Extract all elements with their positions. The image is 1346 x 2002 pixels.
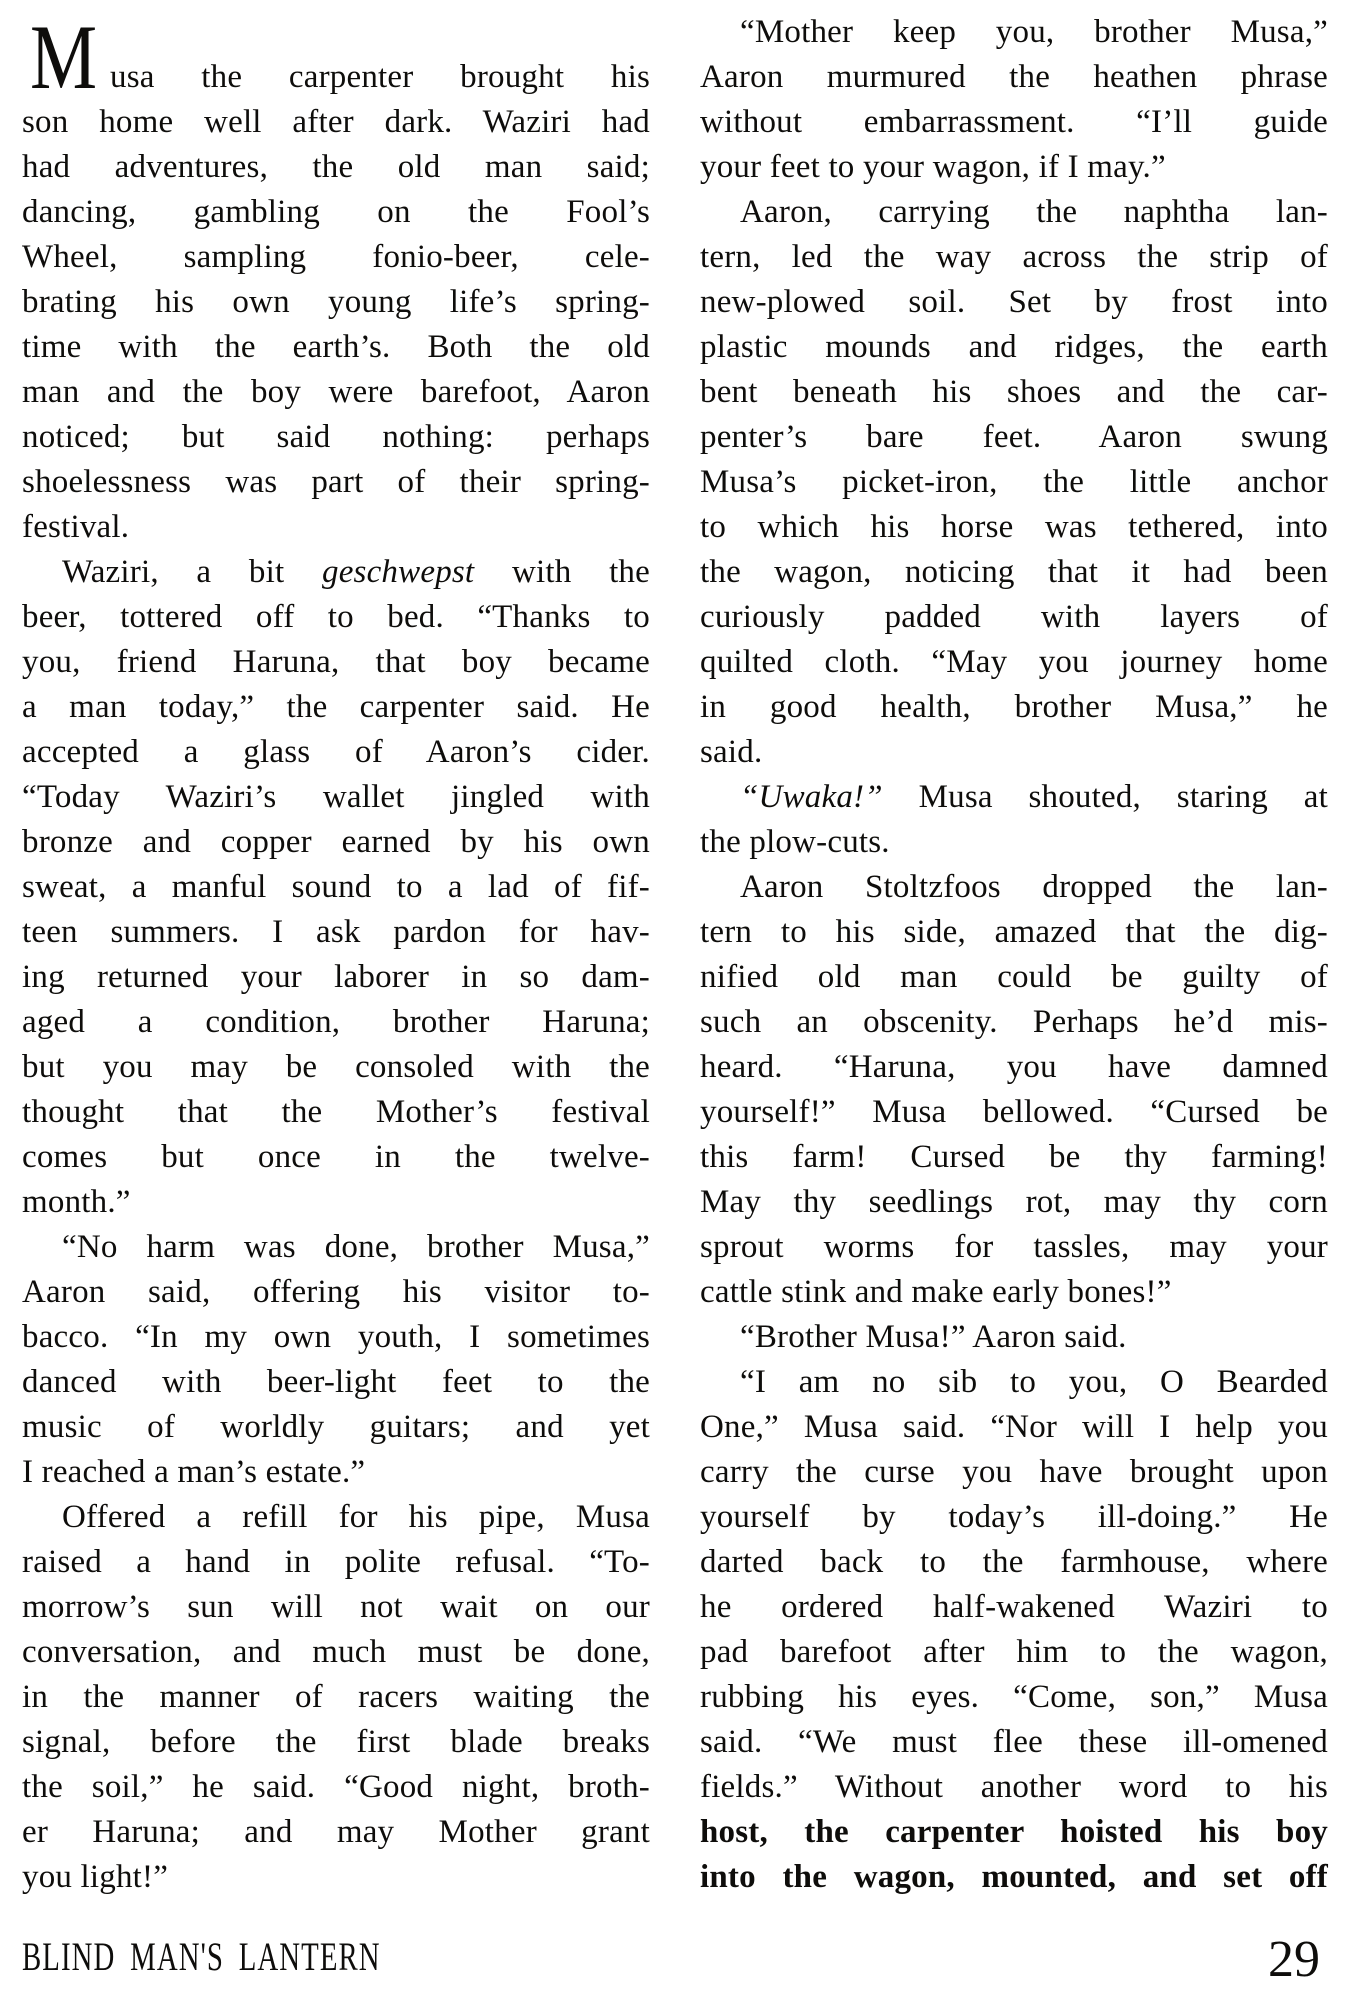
text-line: accepted a glass of Aaron’s cider.	[22, 734, 650, 770]
text-line: conversation, and much must be done,	[22, 1634, 650, 1670]
text-line: yourself by today’s ill-doing.” He	[700, 1499, 1328, 1535]
text-line: “Mother keep you, brother Musa,”	[740, 14, 1328, 50]
text-line: M usa the carpenter brought his	[30, 6, 650, 108]
text-line: curiously padded with layers of	[700, 599, 1328, 635]
text-line: time with the earth’s. Both the old	[22, 329, 650, 365]
text-line: this farm! Cursed be thy farming!	[700, 1139, 1328, 1175]
text-line: “No harm was done, brother Musa,”	[62, 1229, 650, 1265]
text-line: plastic mounds and ridges, the earth	[700, 329, 1328, 365]
text-line: a man today,” the carpenter said. He	[22, 689, 650, 725]
text-line: comes but once in the twelve-	[22, 1139, 650, 1175]
text-line: May thy seedlings rot, may thy corn	[700, 1184, 1328, 1220]
text-line: in good health, brother Musa,” he	[700, 689, 1328, 725]
text-line: music of worldly guitars; and yet	[22, 1409, 650, 1445]
text-line: Aaron, carrying the naphtha lan-	[740, 194, 1328, 230]
text-line: son home well after dark. Waziri had	[22, 104, 650, 140]
text-line: rubbing his eyes. “Come, son,” Musa	[700, 1679, 1328, 1715]
text-line: shoelessness was part of their spring-	[22, 464, 650, 500]
text-line: Offered a refill for his pipe, Musa	[62, 1499, 650, 1535]
text-line: Musa’s picket-iron, the little anchor	[700, 464, 1328, 500]
text-line: Aaron Stoltzfoos dropped the lan-	[740, 869, 1328, 905]
text-line: noticed; but said nothing: perhaps	[22, 419, 650, 455]
text-line: heard. “Haruna, you have damned	[700, 1049, 1328, 1085]
text-line: sweat, a manful sound to a lad of fif-	[22, 869, 650, 905]
text-line: Aaron murmured the heathen phrase	[700, 59, 1328, 95]
text-line: in the manner of racers waiting the	[22, 1679, 650, 1715]
text-line: beer, tottered off to bed. “Thanks to	[22, 599, 650, 635]
text-line: month.”	[22, 1184, 131, 1220]
text-line: bronze and copper earned by his own	[22, 824, 650, 860]
text-line: to which his horse was tethered, into	[700, 509, 1328, 545]
text-line: tern to his side, amazed that the dig-	[700, 914, 1328, 950]
text-line: raised a hand in polite refusal. “To-	[22, 1544, 650, 1580]
text-line: signal, before the first blade breaks	[22, 1724, 650, 1760]
text-line: danced with beer-light feet to the	[22, 1364, 650, 1400]
text-line: the wagon, noticing that it had been	[700, 554, 1328, 590]
text-line: Wheel, sampling fonio-beer, cele-	[22, 239, 650, 275]
left-column	[22, 6, 650, 1900]
text-line: nified old man could be guilty of	[700, 959, 1328, 995]
text-line: the plow-cuts.	[700, 824, 890, 860]
text-line: thought that the Mother’s festival	[22, 1094, 650, 1130]
text-line: said. “We must flee these ill-omened	[700, 1724, 1328, 1760]
text-line: penter’s bare feet. Aaron swung	[700, 419, 1328, 455]
text-line: I reached a man’s estate.”	[22, 1454, 366, 1490]
text-line: bent beneath his shoes and the car-	[700, 374, 1328, 410]
text-line: aged a condition, brother Haruna;	[22, 1004, 650, 1040]
text-line: dancing, gambling on the Fool’s	[22, 194, 650, 230]
drop-cap: M	[30, 6, 98, 108]
text-line: Waziri, a bit geschwepst with the	[62, 554, 650, 590]
text-line: but you may be consoled with the	[22, 1049, 650, 1085]
text-line: Aaron said, offering his visitor to-	[22, 1274, 650, 1310]
text-line: he ordered half-wakened Waziri to	[700, 1589, 1328, 1625]
text-line: said.	[700, 734, 763, 770]
text-line: yourself!” Musa bellowed. “Cursed be	[700, 1094, 1328, 1130]
text-line: pad barefoot after him to the wagon,	[700, 1634, 1328, 1670]
text-line: man and the boy were barefoot, Aaron	[22, 374, 650, 410]
text-line: carry the curse you have brought upon	[700, 1454, 1328, 1490]
text-line: cattle stink and make early bones!”	[700, 1274, 1172, 1310]
text-line: darted back to the farmhouse, where	[700, 1544, 1328, 1580]
right-column	[700, 10, 1328, 1900]
text-line: the soil,” he said. “Good night, broth-	[22, 1769, 650, 1805]
text-line: you light!”	[22, 1859, 169, 1895]
page-number: 29	[1268, 1931, 1320, 1988]
running-title: BLIND MAN'S LANTERN	[22, 1934, 381, 1979]
text-line: “Today Waziri’s wallet jingled with	[22, 779, 650, 815]
text-line: “Brother Musa!” Aaron said.	[740, 1319, 1127, 1355]
text-line: such an obscenity. Perhaps he’d mis-	[700, 1004, 1328, 1040]
text-line: host, the carpenter hoisted his boy	[700, 1814, 1328, 1850]
text-line: new-plowed soil. Set by frost into	[700, 284, 1328, 320]
text-line: “I am no sib to you, O Bearded	[740, 1364, 1328, 1400]
text-line: er Haruna; and may Mother grant	[22, 1814, 650, 1850]
text-line: without embarrassment. “I’ll guide	[700, 104, 1328, 140]
text-line: “Uwaka!” Musa shouted, staring at	[740, 779, 1328, 815]
text-line: ing returned your laborer in so dam-	[22, 959, 650, 995]
text-line: morrow’s sun will not wait on our	[22, 1589, 650, 1625]
text-line: One,” Musa said. “Nor will I help you	[700, 1409, 1328, 1445]
text-line: your feet to your wagon, if I may.”	[700, 149, 1166, 185]
text-line: teen summers. I ask pardon for hav-	[22, 914, 650, 950]
text-line: festival.	[22, 509, 130, 545]
text-line: tern, led the way across the strip of	[700, 239, 1328, 275]
text-line: had adventures, the old man said;	[22, 149, 650, 185]
text-line: quilted cloth. “May you journey home	[700, 644, 1328, 680]
text-line: you, friend Haruna, that boy became	[22, 644, 650, 680]
text-line: brating his own young life’s spring-	[22, 284, 650, 320]
text-line: into the wagon, mounted, and set off	[700, 1859, 1328, 1895]
text-line: sprout worms for tassles, may your	[700, 1229, 1328, 1265]
text-line: bacco. “In my own youth, I sometimes	[22, 1319, 650, 1355]
text-line: fields.” Without another word to his	[700, 1769, 1328, 1805]
